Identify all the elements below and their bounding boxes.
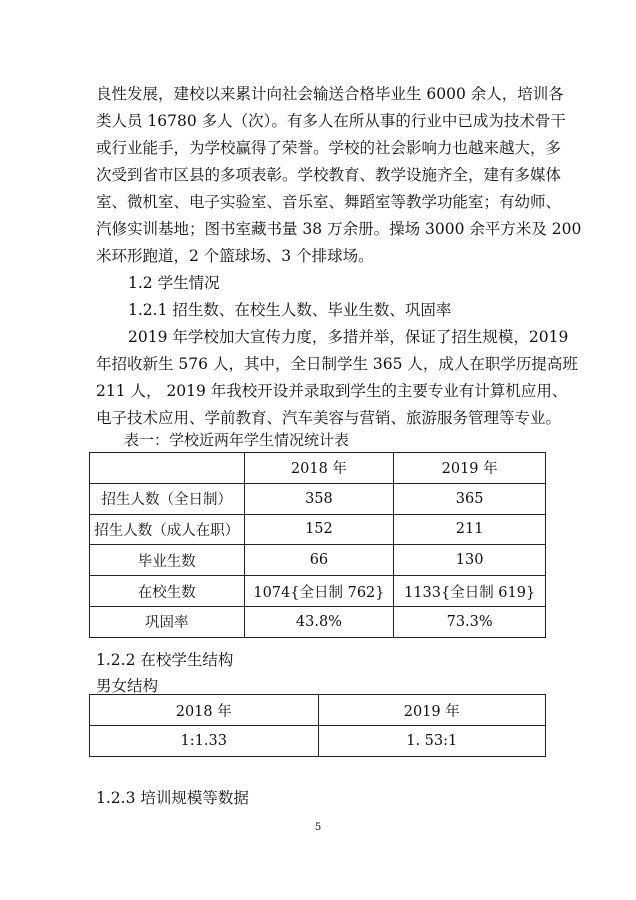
intro-line: 室、微机室、电子实验室、音乐室、舞蹈室等教学功能室；有幼师、 <box>96 193 562 211</box>
student-stats-table <box>89 452 546 638</box>
intro-line: 或行业能手，为学校赢得了荣誉。学校的社会影响力也越来越大，多 <box>96 139 562 157</box>
enrollment-line: 2019 年学校加大宣传力度，多措并举，保证了招生规模，2019 <box>128 328 569 346</box>
table-row <box>90 606 546 637</box>
section-1-2-2-heading: 1.2.2 在校学生结构 <box>96 651 234 669</box>
table-row-label: 招生人数（成人在职） <box>90 514 245 545</box>
table-header-row <box>90 695 546 726</box>
page-number: 5 <box>314 822 322 833</box>
enrollment-line: 211 人， 2019 年我校开设并录取到学生的主要专业有计算机应用、 <box>96 382 568 400</box>
table-cell: 358 <box>244 483 394 514</box>
table-header-row <box>90 453 546 484</box>
table-row-label: 招生人数（全日制） <box>90 483 245 514</box>
table-row-label: 毕业生数 <box>90 545 245 576</box>
table-cell: 130 <box>394 545 546 576</box>
table-cell: 43.8% <box>244 606 394 637</box>
enrollment-line: 电子技术应用、学前教育、汽车美容与营销、旅游服务管理等专业。 <box>96 409 562 427</box>
section-1-2-heading: 1.2 学生情况 <box>128 274 220 292</box>
intro-line: 汽修实训基地；图书室藏书量 38 万余册。操场 3000 余平方米及 200 <box>96 220 582 238</box>
table-header-cell: 2019 年 <box>318 695 546 726</box>
table1-caption: 表一：学校近两年学生情况统计表 <box>124 431 350 449</box>
table-cell: 211 <box>394 514 546 545</box>
table-row <box>90 726 546 757</box>
table-cell: 73.3% <box>394 606 546 637</box>
intro-line: 类人员 16780 多人（次）。有多人在所从事的行业中已成为技术骨干 <box>96 112 566 130</box>
table-row <box>90 483 546 514</box>
table-row-label: 在校生数 <box>90 576 245 607</box>
table-cell: 1133{全日制 619} <box>394 576 546 607</box>
section-1-2-1-heading: 1.2.1 招生数、在校生人数、毕业生数、巩固率 <box>128 301 452 319</box>
intro-line: 次受到省市区县的多项表彰。学校教育、教学设施齐全，建有多媒体 <box>96 166 562 184</box>
table-cell: 66 <box>244 545 394 576</box>
gender-ratio-table <box>89 694 546 757</box>
table-cell: 1074{全日制 762} <box>244 576 394 607</box>
table-header-cell: 2018 年 <box>244 453 394 484</box>
table-cell: 365 <box>394 483 546 514</box>
table-row <box>90 545 546 576</box>
intro-line: 米环形跑道，2 个篮球场、3 个排球场。 <box>96 247 374 265</box>
table-row-label: 巩固率 <box>90 606 245 637</box>
table-cell: 152 <box>244 514 394 545</box>
enrollment-line: 年招收新生 576 人，其中，全日制学生 365 人，成人在职学历提高班 <box>96 355 578 373</box>
table-cell: 1:1.33 <box>90 726 319 757</box>
table-cell <box>90 453 245 484</box>
gender-structure-label: 男女结构 <box>96 677 159 695</box>
table-cell: 1. 53:1 <box>318 726 546 757</box>
table-header-cell: 2018 年 <box>90 695 319 726</box>
table-row <box>90 514 546 545</box>
section-1-2-3-heading: 1.2.3 培训规模等数据 <box>96 789 249 807</box>
intro-line: 良性发展，建校以来累计向社会输送合格毕业生 6000 余人，培训各 <box>96 85 564 103</box>
table-row <box>90 576 546 607</box>
table-header-cell: 2019 年 <box>394 453 546 484</box>
